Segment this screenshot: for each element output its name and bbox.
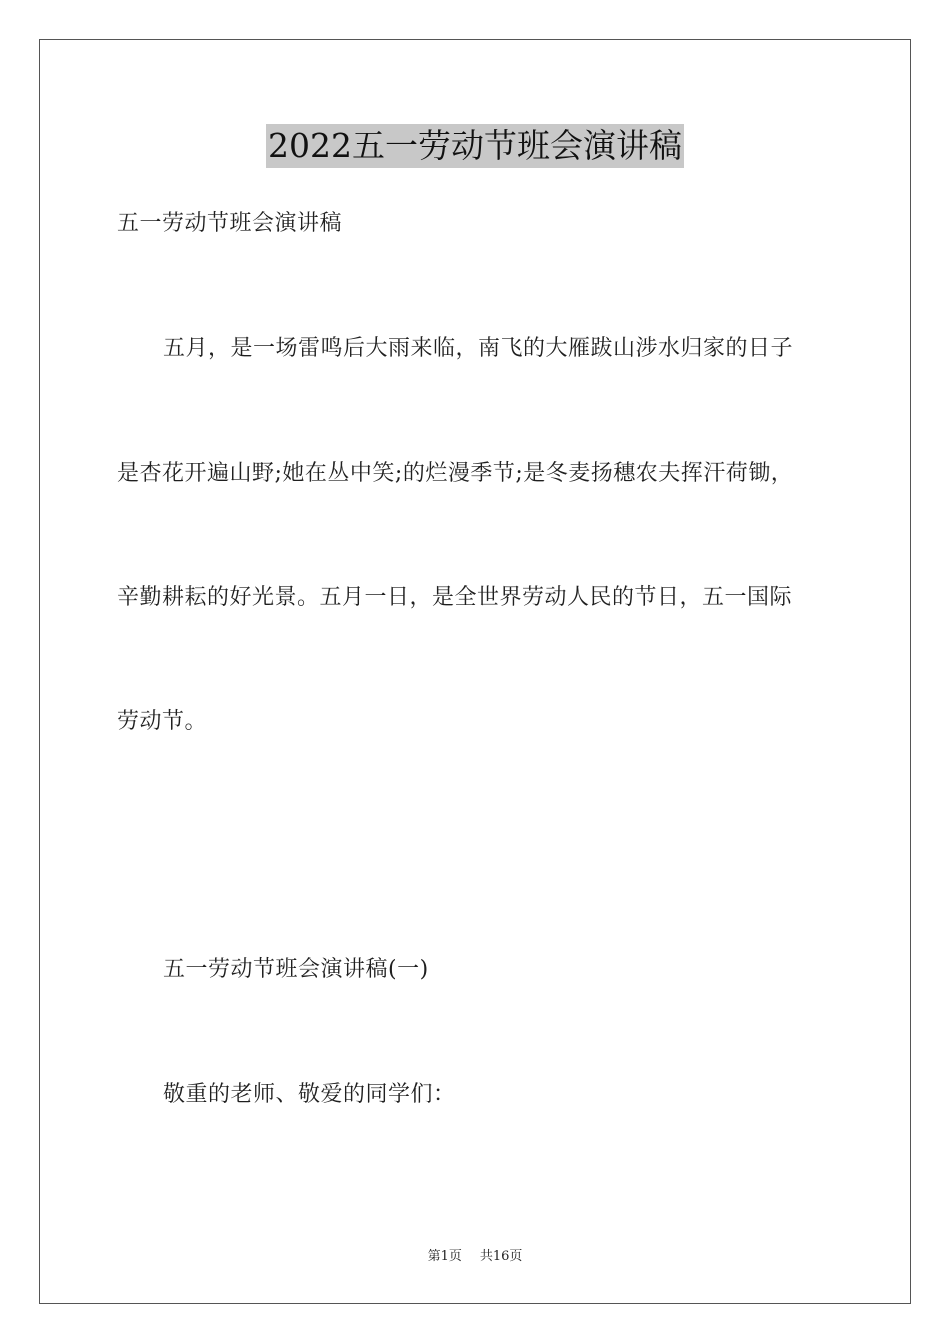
document-subtitle: 五一劳动节班会演讲稿 [117, 211, 343, 236]
greeting-line: 敬重的老师、敬爱的同学们： [163, 1082, 456, 1107]
paragraph-line: 辛勤耕耘的好光景。五月一日，是全世界劳动人民的节日，五一国际 [117, 585, 793, 610]
page-footer [0, 1248, 950, 1266]
page-number: 第1页 [427, 1249, 462, 1264]
title-container [0, 124, 950, 168]
section-heading: 五一劳动节班会演讲稿(一) [163, 957, 429, 982]
document-title: 2022五一劳动节班会演讲稿 [266, 124, 684, 168]
page-total: 共16页 [479, 1249, 523, 1264]
paragraph-line: 五月，是一场雷鸣后大雨来临，南飞的大雁跋山涉水归家的日子 [163, 336, 794, 361]
paragraph-line: 劳动节。 [117, 709, 208, 734]
paragraph-line: 是杏花开遍山野;她在丛中笑;的烂漫季节;是冬麦扬穗农夫挥汗荷锄， [117, 461, 794, 486]
